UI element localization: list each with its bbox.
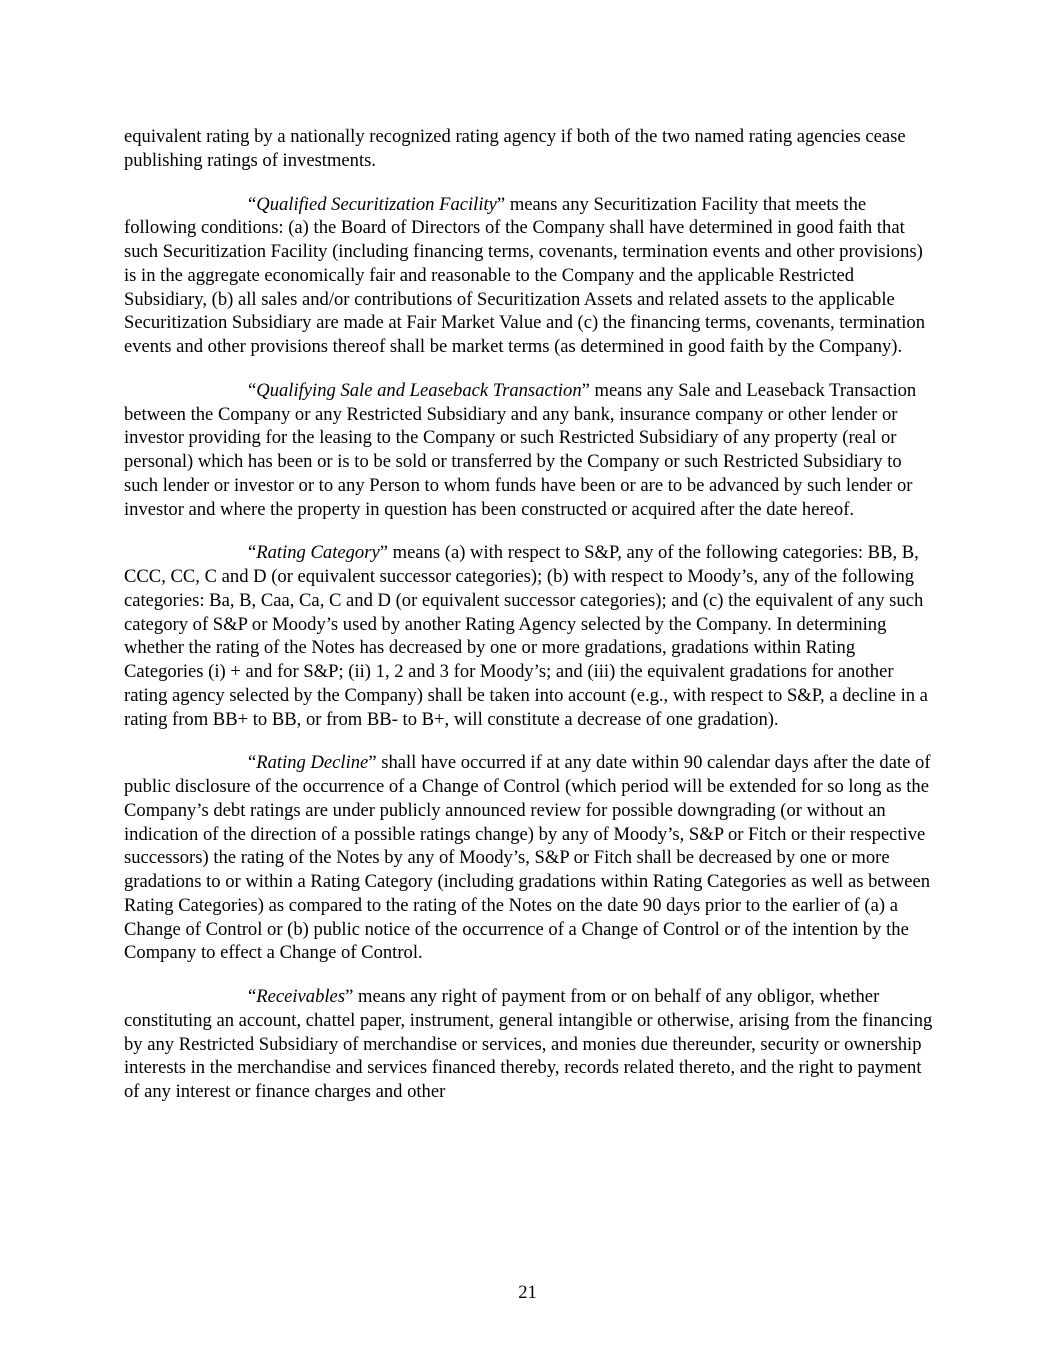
close-quote: ”: [496, 193, 506, 215]
defined-term: Rating Category: [256, 542, 380, 564]
page-number: 21: [518, 1282, 537, 1303]
close-quote: ”: [345, 986, 354, 1007]
definition-qualifying-sale-and-leaseback: [124, 379, 934, 522]
definition-receivables: [124, 985, 934, 1104]
document-body: [124, 125, 934, 1124]
close-quote: ”: [379, 542, 388, 564]
paragraph-text: equivalent rating by a nationally recognized rating agency if both of the two named rating agencies cease publishing ratings of investments.: [124, 126, 906, 171]
open-quote: “: [248, 379, 257, 401]
definition-text: shall have occurred if at any date within 90 calendar days after the date of public disclosure of the occurrence of a Change of Control (which period will be extended for so long as the Company’s debt ratings are under publicly announced review for possible downgrading (or without an indication of the direction of a possible ratings change) by any of Moody’s, S&P or Fitch or their respective successors) the rating of the Notes by any of Moody’s, S&P or Fitch shall be decreased by one or more gradations to or within a Rating Category (including gradations within Rating Categories as well as between Rating Categories) as compared to the rating of the Notes on the date 90 days prior to the earlier of (a) a Change of Control or (b) public notice of the occurrence of a Change of Control or of the intention by the Company to effect a Change of Control.: [124, 752, 931, 964]
open-quote: “: [248, 752, 257, 774]
definition-rating-decline: [124, 751, 934, 965]
definition-text: means any right of payment from or on behalf of any obligor, whether constituting an account, chattel paper, instrument, general intangible or otherwise, arising from the financing by any Restricted Subsidiary of merchandise or services, and monies due thereunder, security or ownership interests in the merchandise and services financed thereby, records related thereto, and the right to payment of any interest or finance charges and other: [124, 986, 933, 1102]
open-quote: “: [248, 542, 257, 564]
defined-term: Rating Decline: [256, 752, 369, 774]
definition-rating-category: [124, 541, 934, 731]
open-quote: “: [248, 986, 257, 1007]
definition-text: means any Sale and Leaseback Transaction between the Company or any Restricted Subsidiary and any bank, insurance company or other lender or investor providing for the leasing to the Company or such Restricted Subsidiary of any property (real or personal) which has been or is to be sold or transferred by the Company or such Restricted Subsidiary to such lender or investor or to any Person to whom funds have been or are to be advanced by such lender or investor and where the property in question has been constructed or acquired after the date hereof.: [124, 379, 917, 520]
close-quote: ”: [368, 752, 377, 774]
defined-term: Receivables: [256, 986, 346, 1007]
open-quote: “: [248, 193, 257, 215]
defined-term: Qualifying Sale and Leaseback Transaction: [256, 379, 582, 401]
paragraph-rating-continuation: [124, 125, 934, 173]
definition-qualified-securitization-facility: [124, 193, 934, 359]
definition-text: means (a) with respect to S&P, any of the following categories: BB, B, CCC, CC, C and D (or equivalent successor categories); (b) with respect to Moody’s, any of the following categories: Ba, B, Caa, Ca, C and D (or equivalent successor categories); and (c) the equivalent of any such category of S&P or Moody’s used by another Rating Agency selected by the Company. In determining whether the rating of the Notes has decreased by one or more gradations, gradations within Rating Categories (i) + and for S&P; (ii) 1, 2 and 3 for Moody’s; and (iii) the equivalent gradations for another rating agency selected by the Company) shall be taken into account (e.g., with respect to S&P, a decline in a rating from BB+ to BB, or from BB- to B+, will constitute a decrease of one gradation).: [124, 542, 928, 730]
defined-term: Qualified Securitization Facility: [256, 193, 497, 215]
definition-text: means any Securitization Facility that meets the following conditions: (a) the Board of Directors of the Company shall have determined in good faith that such Securitization Facility (including financing terms, covenants, termination events and other provisions) is in the aggregate economically fair and reasonable to the Company and the applicable Restricted Subsidiary, (b) all sales and/or contributions of Securitization Assets and related assets to the applicable Securitization Subsidiary are made at Fair Market Value and (c) the financing terms, covenants, termination events and other provisions thereof shall be market terms (as determined in good faith by the Company).: [124, 193, 925, 357]
close-quote: ”: [581, 379, 590, 401]
